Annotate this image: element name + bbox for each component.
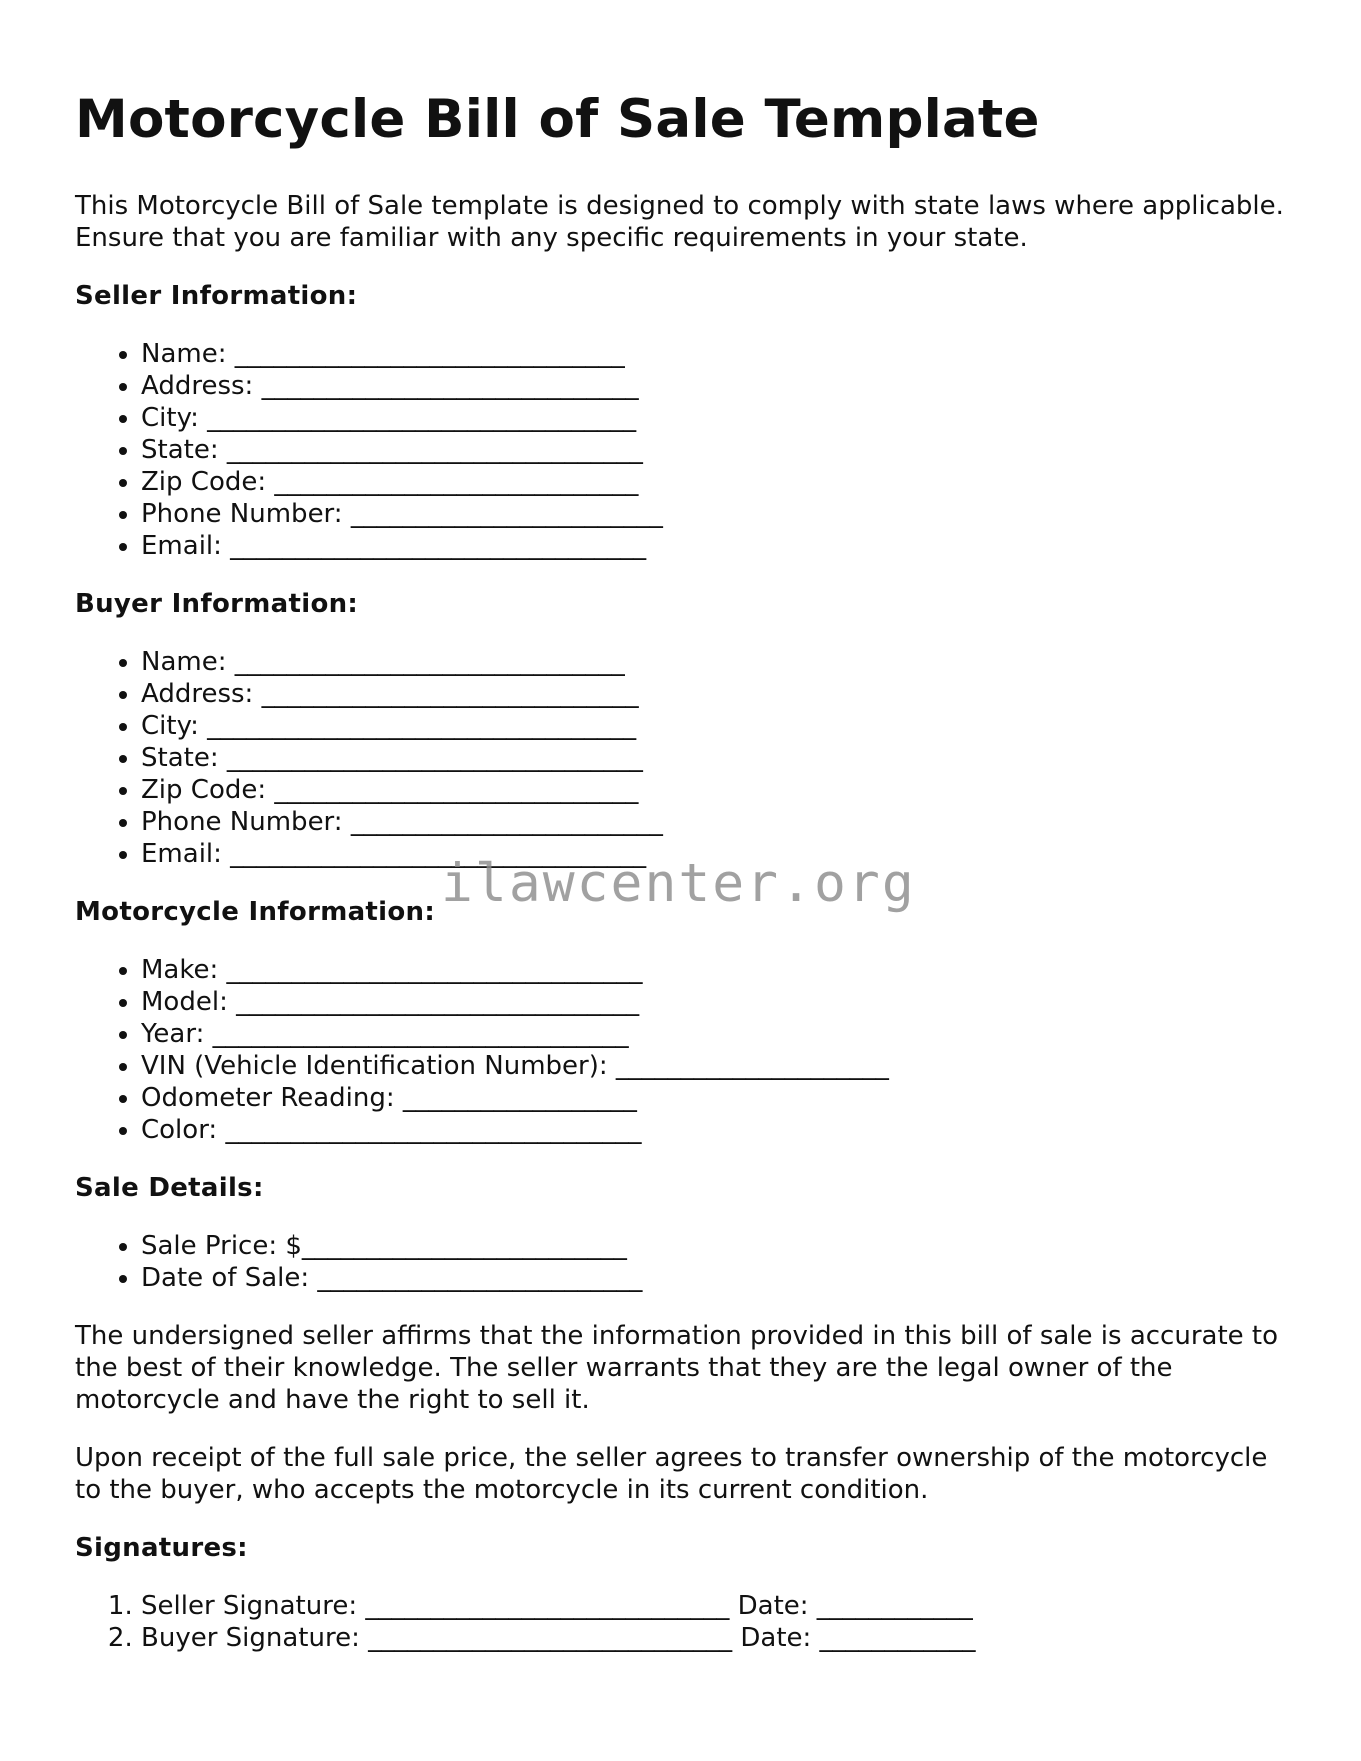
motorcycle-model-field[interactable]: • Model: _______________________________ [141,986,1285,1018]
buyer-email-field[interactable]: • Email: ________________________________ [141,838,1285,870]
seller-email-field[interactable]: • Email: ________________________________ [141,530,1285,562]
watermark-text: ilawcenter.org [441,853,916,914]
signature-list [75,1590,1285,1654]
buyer-city-field[interactable]: • City: _________________________________ [141,710,1285,742]
buyer-heading: Buyer Information: [75,589,359,619]
sale-price-field[interactable]: • Sale Price: $_________________________ [141,1230,1285,1262]
buyer-phone-field[interactable]: • Phone Number: ________________________ [141,806,1285,838]
motorcycle-field-list [75,954,1285,1146]
intro-paragraph: This Motorcycle Bill of Sale template is designed to comply with state laws where applicable. Ensure that you are familiar with any specific requirements in your state. [75,191,1284,253]
seller-address-field[interactable]: • Address: _____________________________ [141,370,1285,402]
motorcycle-color-field[interactable]: • Color: ________________________________ [141,1114,1285,1146]
seller-signature-line[interactable]: 1. Seller Signature: ____________________________ Date: ____________ [141,1590,1285,1622]
buyer-signature-line[interactable]: 2. Buyer Signature: ____________________________ Date: ____________ [141,1622,1285,1654]
seller-heading: Seller Information: [75,281,358,311]
seller-name-field[interactable]: • Name: ______________________________ [141,338,1285,370]
sale-field-list [75,1230,1285,1294]
seller-field-list [75,338,1285,562]
seller-state-field[interactable]: • State: ________________________________ [141,434,1285,466]
motorcycle-vin-field[interactable]: • VIN (Vehicle Identification Number): _____________________ [141,1050,1285,1082]
affirmation-paragraph: The undersigned seller affirms that the information provided in this bill of sale is accurate to the best of their knowledge. The seller warrants that they are the legal owner of the motorcycle and have the right to sell it. [75,1321,1279,1415]
transfer-paragraph: Upon receipt of the full sale price, the seller agrees to transfer ownership of the motorcycle to the buyer, who accepts the motorcycle in its current condition. [75,1443,1268,1505]
seller-phone-field[interactable]: • Phone Number: ________________________ [141,498,1285,530]
motorcycle-year-field[interactable]: • Year: ________________________________ [141,1018,1285,1050]
signatures-heading: Signatures: [75,1533,248,1563]
motorcycle-odometer-field[interactable]: • Odometer Reading: __________________ [141,1082,1285,1114]
buyer-state-field[interactable]: • State: ________________________________ [141,742,1285,774]
seller-city-field[interactable]: • City: _________________________________ [141,402,1285,434]
sale-date-field[interactable]: • Date of Sale: _________________________ [141,1262,1285,1294]
buyer-field-list [75,646,1285,870]
motorcycle-make-field[interactable]: • Make: ________________________________ [141,954,1285,986]
buyer-address-field[interactable]: • Address: _____________________________ [141,678,1285,710]
sale-heading: Sale Details: [75,1173,264,1203]
seller-zip-field[interactable]: • Zip Code: ____________________________ [141,466,1285,498]
buyer-zip-field[interactable]: • Zip Code: ____________________________ [141,774,1285,806]
buyer-name-field[interactable]: • Name: ______________________________ [141,646,1285,678]
motorcycle-heading: Motorcycle Information: [75,897,436,927]
page-title: Motorcycle Bill of Sale Template [75,89,1040,150]
